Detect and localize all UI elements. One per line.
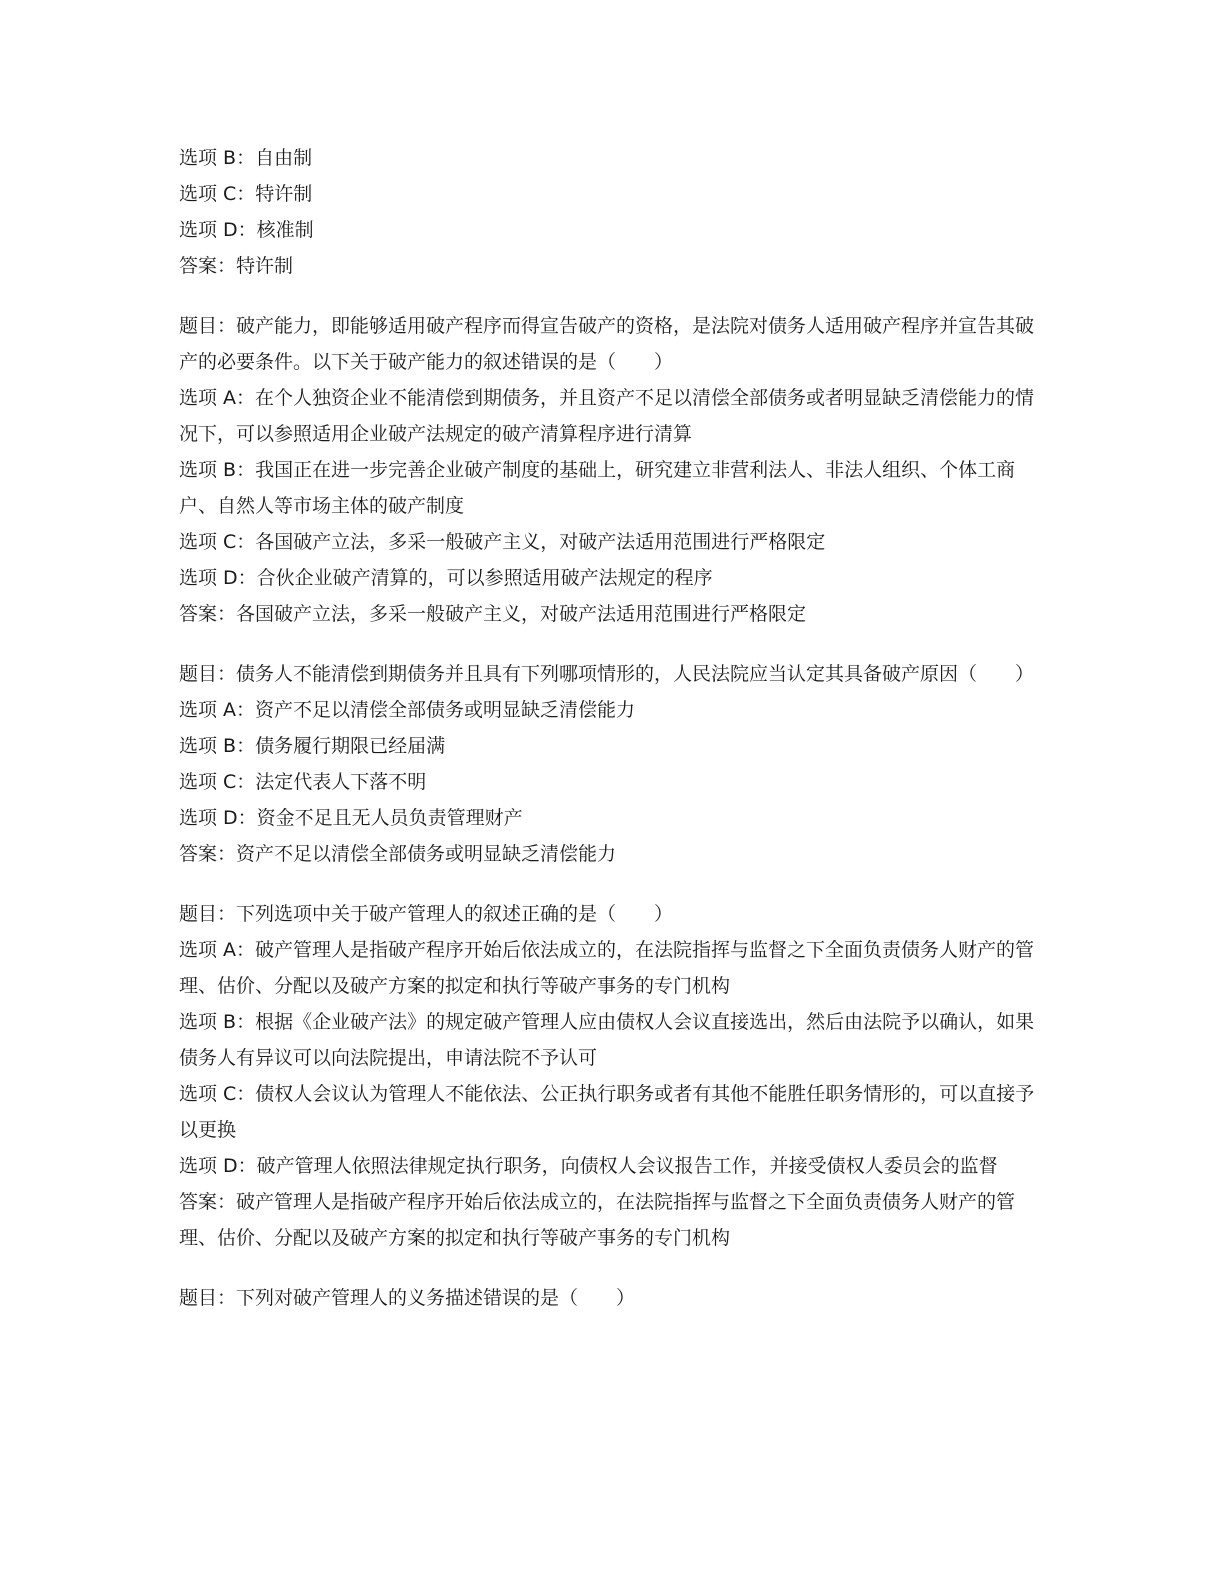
answer: 答案：特许制 bbox=[179, 255, 294, 277]
question-text: 题目：债务人不能清偿到期债务并且具有下列哪项情形的，人民法院应当认定其具备破产原因（ ） bbox=[179, 663, 1035, 685]
option-d: 选项 D：合伙企业破产清算的，可以参照适用破产法规定的程序 bbox=[179, 567, 713, 589]
spacer bbox=[179, 1256, 1039, 1280]
question-block-2 bbox=[179, 656, 1039, 872]
question-block-prev bbox=[179, 140, 1039, 284]
question-text: 题目：破产能力，即能够适用破产程序而得宣告破产的资格，是法院对债务人适用破产程序并宣告其破产的必要条件。以下关于破产能力的叙述错误的是（ ） bbox=[179, 315, 1035, 373]
option-c: 选项 C：债权人会议认为管理人不能依法、公正执行职务或者有其他不能胜任职务情形的，可以直接予以更换 bbox=[179, 1083, 1035, 1141]
question-text: 题目：下列对破产管理人的义务描述错误的是（ ） bbox=[179, 1287, 636, 1309]
spacer bbox=[179, 632, 1039, 656]
document-content bbox=[179, 140, 1039, 1316]
answer: 答案：资产不足以清偿全部债务或明显缺乏清偿能力 bbox=[179, 843, 617, 865]
option-d: 选项 D：资金不足且无人员负责管理财产 bbox=[179, 807, 523, 829]
question-block-3 bbox=[179, 896, 1039, 1256]
spacer bbox=[179, 284, 1039, 308]
question-block-4 bbox=[179, 1280, 1039, 1316]
option-b: 选项 B：根据《企业破产法》的规定破产管理人应由债权人会议直接选出，然后由法院予以确认，如果债务人有异议可以向法院提出，申请法院不予认可 bbox=[179, 1011, 1035, 1069]
option-c: 选项 C：各国破产立法，多采一般破产主义，对破产法适用范围进行严格限定 bbox=[179, 531, 826, 553]
option-a: 选项 A：在个人独资企业不能清偿到期债务，并且资产不足以清偿全部债务或者明显缺乏清偿能力的情况下，可以参照适用企业破产法规定的破产清算程序进行清算 bbox=[179, 387, 1035, 445]
option-b: 选项 B：债务履行期限已经届满 bbox=[179, 735, 446, 757]
option-c: 选项 C：特许制 bbox=[179, 183, 313, 205]
option-d: 选项 D：核准制 bbox=[179, 219, 314, 241]
question-block-1 bbox=[179, 308, 1039, 632]
option-a: 选项 A：资产不足以清偿全部债务或明显缺乏清偿能力 bbox=[179, 699, 636, 721]
option-b: 选项 B：我国正在进一步完善企业破产制度的基础上，研究建立非营利法人、非法人组织、个体工商户、自然人等市场主体的破产制度 bbox=[179, 459, 1016, 517]
option-d: 选项 D：破产管理人依照法律规定执行职务，向债权人会议报告工作，并接受债权人委员会的监督 bbox=[179, 1155, 998, 1177]
option-a: 选项 A：破产管理人是指破产程序开始后依法成立的，在法院指挥与监督之下全面负责债务人财产的管理、估价、分配以及破产方案的拟定和执行等破产事务的专门机构 bbox=[179, 939, 1035, 997]
answer: 答案：破产管理人是指破产程序开始后依法成立的，在法院指挥与监督之下全面负责债务人财产的管理、估价、分配以及破产方案的拟定和执行等破产事务的专门机构 bbox=[179, 1191, 1016, 1249]
option-c: 选项 C：法定代表人下落不明 bbox=[179, 771, 427, 793]
option-b: 选项 B：自由制 bbox=[179, 147, 313, 169]
question-text: 题目：下列选项中关于破产管理人的叙述正确的是（ ） bbox=[179, 903, 674, 925]
answer: 答案：各国破产立法，多采一般破产主义，对破产法适用范围进行严格限定 bbox=[179, 603, 807, 625]
spacer bbox=[179, 872, 1039, 896]
